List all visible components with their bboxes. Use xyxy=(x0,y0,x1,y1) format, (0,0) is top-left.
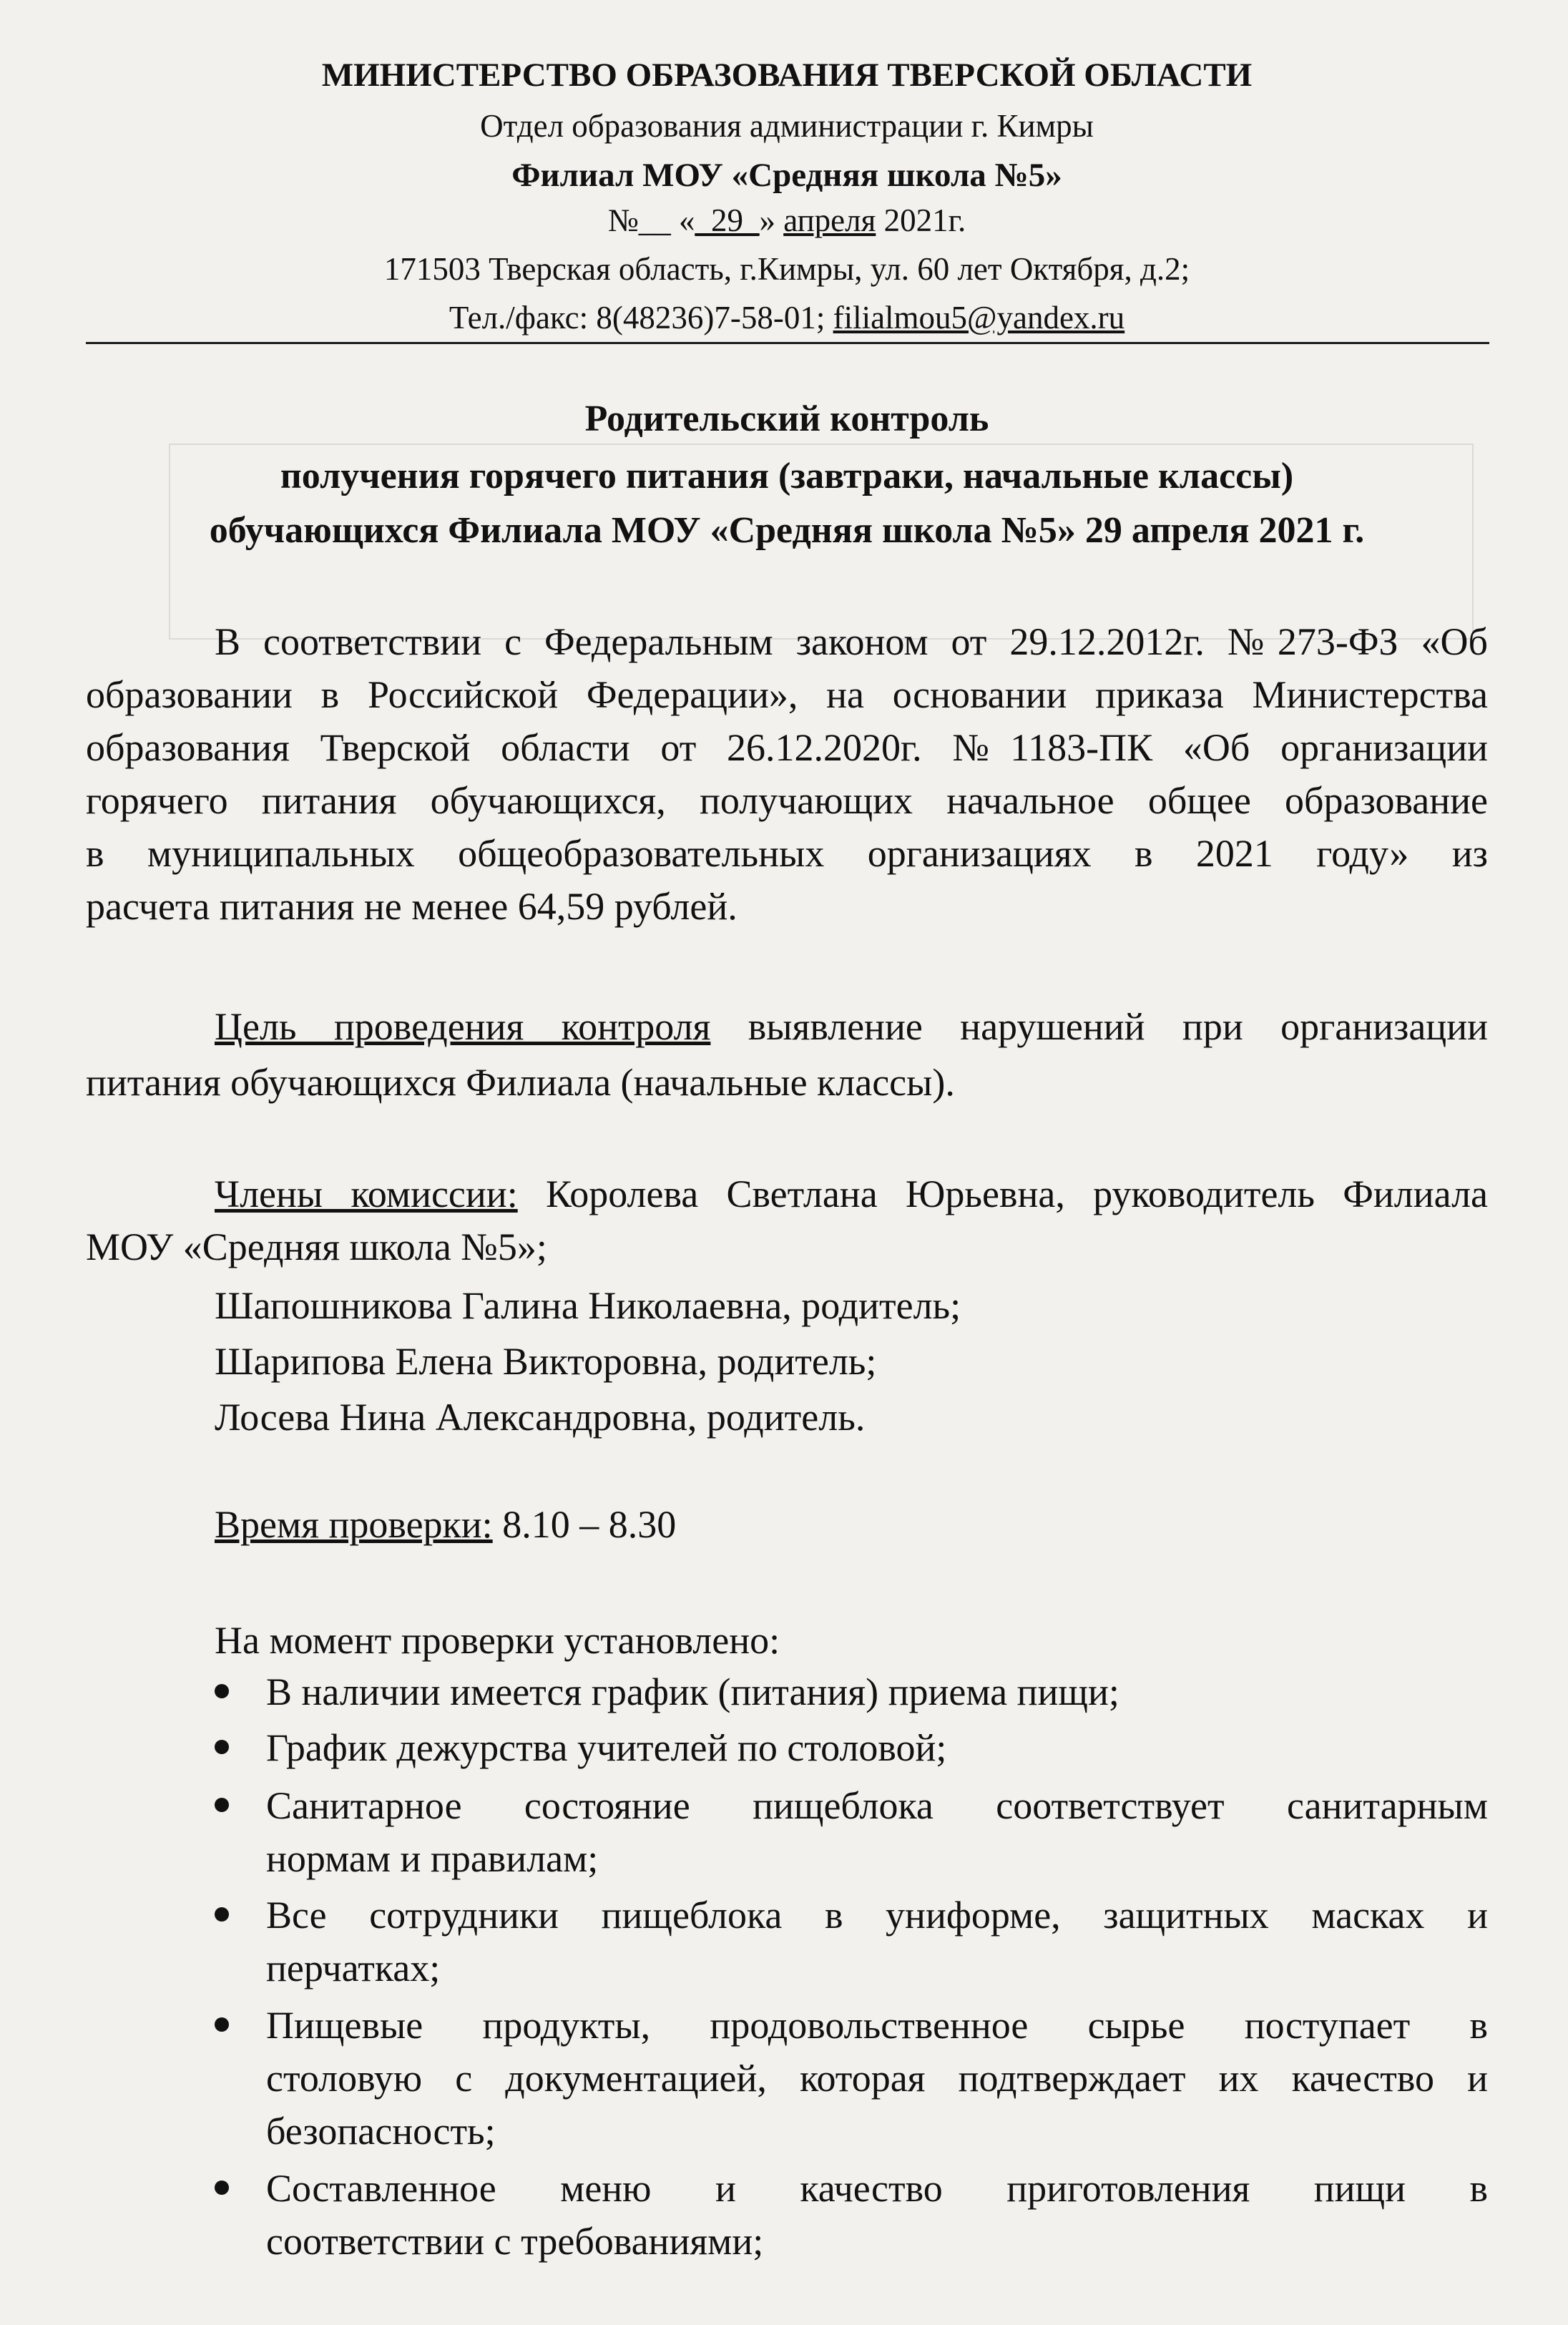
bullet-icon xyxy=(215,1734,243,1763)
finding-item: Составленное меню и качество приготовления пищи в xyxy=(266,2167,1488,2210)
finding-item: График дежурства учителей по столовой; xyxy=(266,1726,947,1769)
finding-item-continuation: безопасность; xyxy=(266,2110,496,2153)
commission-chair: Королева Светлана Юрьевна, руководитель Филиала xyxy=(517,1173,1488,1215)
commission-member: Шарипова Елена Викторовна, родитель; xyxy=(215,1340,877,1383)
date-year: 2021г. xyxy=(883,202,966,238)
findings-intro: На момент проверки установлено: xyxy=(215,1619,780,1662)
date-month: апреля xyxy=(783,202,876,238)
phone-fax: Тел./факс: 8(48236)7-58-01; xyxy=(449,300,833,336)
commission-member: Шапошникова Галина Николаевна, родитель; xyxy=(215,1284,961,1327)
ministry-heading: МИНИСТЕРСТВО ОБРАЗОВАНИЯ ТВЕРСКОЙ ОБЛАСТИ xyxy=(321,57,1253,94)
title-line-2: получения горячего питания (завтраки, начальные классы) xyxy=(280,456,1294,496)
commission-line-1 xyxy=(215,1172,1488,1216)
bullet-icon xyxy=(215,1678,243,1707)
document-number: №__ « xyxy=(607,202,695,238)
date-day: _29_ xyxy=(695,202,760,238)
finding-item: В наличии имеется график (питания) приема пищи; xyxy=(266,1670,1119,1713)
bullet-icon xyxy=(215,2175,243,2203)
email-link[interactable]: filialmou5@yandex.ru xyxy=(833,300,1125,336)
finding-item-continuation: перчатках; xyxy=(266,1947,441,1989)
finding-item: Пищевые продукты, продовольственное сырье поступает в xyxy=(266,2004,1488,2047)
branch-name: Филиал МОУ «Средняя школа №5» xyxy=(511,157,1062,194)
intro-line-2: образовании в Российской Федерации», на основании приказа Министерства xyxy=(86,673,1488,716)
department-line: Отдел образования администрации г. Кимры xyxy=(480,108,1094,144)
intro-line-6: расчета питания не менее 64,59 рублей. xyxy=(86,885,738,928)
intro-line-5: в муниципальных общеобразовательных организациях в 2021 году» из xyxy=(86,832,1488,875)
inspection-time-value: 8.10 – 8.30 xyxy=(492,1503,677,1546)
intro-line-4: горячего питания обучающихся, получающих начальное общее образование xyxy=(86,779,1488,822)
commission-label: Члены комиссии: xyxy=(215,1173,518,1215)
intro-line-1: В соответствии с Федеральным законом от 29.12.2012г. №273-ФЗ «Об xyxy=(215,620,1488,663)
date-day-close: » xyxy=(759,202,775,238)
finding-item: Санитарное состояние пищеблока соответствует санитарным xyxy=(266,1784,1488,1827)
commission-member: Лосева Нина Александровна, родитель. xyxy=(215,1396,866,1439)
contacts-line xyxy=(86,299,1488,336)
address-line: 171503 Тверская область, г.Кимры, ул. 60 лет Октября, д.2; xyxy=(383,251,1190,287)
title-line-3: обучающихся Филиала МОУ «Средняя школа №5» 29 апреля 2021 г. xyxy=(209,510,1365,551)
header-divider xyxy=(86,342,1489,344)
goal-line-1 xyxy=(215,1004,1488,1049)
commission-line-2: МОУ «Средняя школа №5»; xyxy=(86,1225,547,1268)
goal-line-2: питания обучающихся Филиала (начальные классы). xyxy=(86,1061,955,1104)
goal-label: Цель проведения контроля xyxy=(215,1005,711,1048)
finding-item-continuation: столовую с документацией, которая подтверждает их качество и xyxy=(266,2057,1488,2100)
finding-item: Все сотрудники пищеблока в униформе, защитных масках и xyxy=(266,1894,1488,1937)
inspection-time-label: Время проверки: xyxy=(215,1503,493,1546)
bullet-icon xyxy=(215,1901,243,1930)
title-line-1: Родительский контроль xyxy=(584,398,989,439)
document-number-date xyxy=(86,202,1488,239)
intro-line-3: образования Тверской области от 26.12.2020г. №1183-ПК «Об организации xyxy=(86,726,1488,769)
goal-text: выявление нарушений при организации xyxy=(710,1005,1488,1048)
inspection-time xyxy=(215,1502,676,1547)
bullet-icon xyxy=(215,1792,243,1821)
finding-item-continuation: нормам и правилам; xyxy=(266,1837,599,1880)
bullet-icon xyxy=(215,2012,243,2040)
finding-item-continuation: соответствии с требованиями; xyxy=(266,2220,764,2263)
